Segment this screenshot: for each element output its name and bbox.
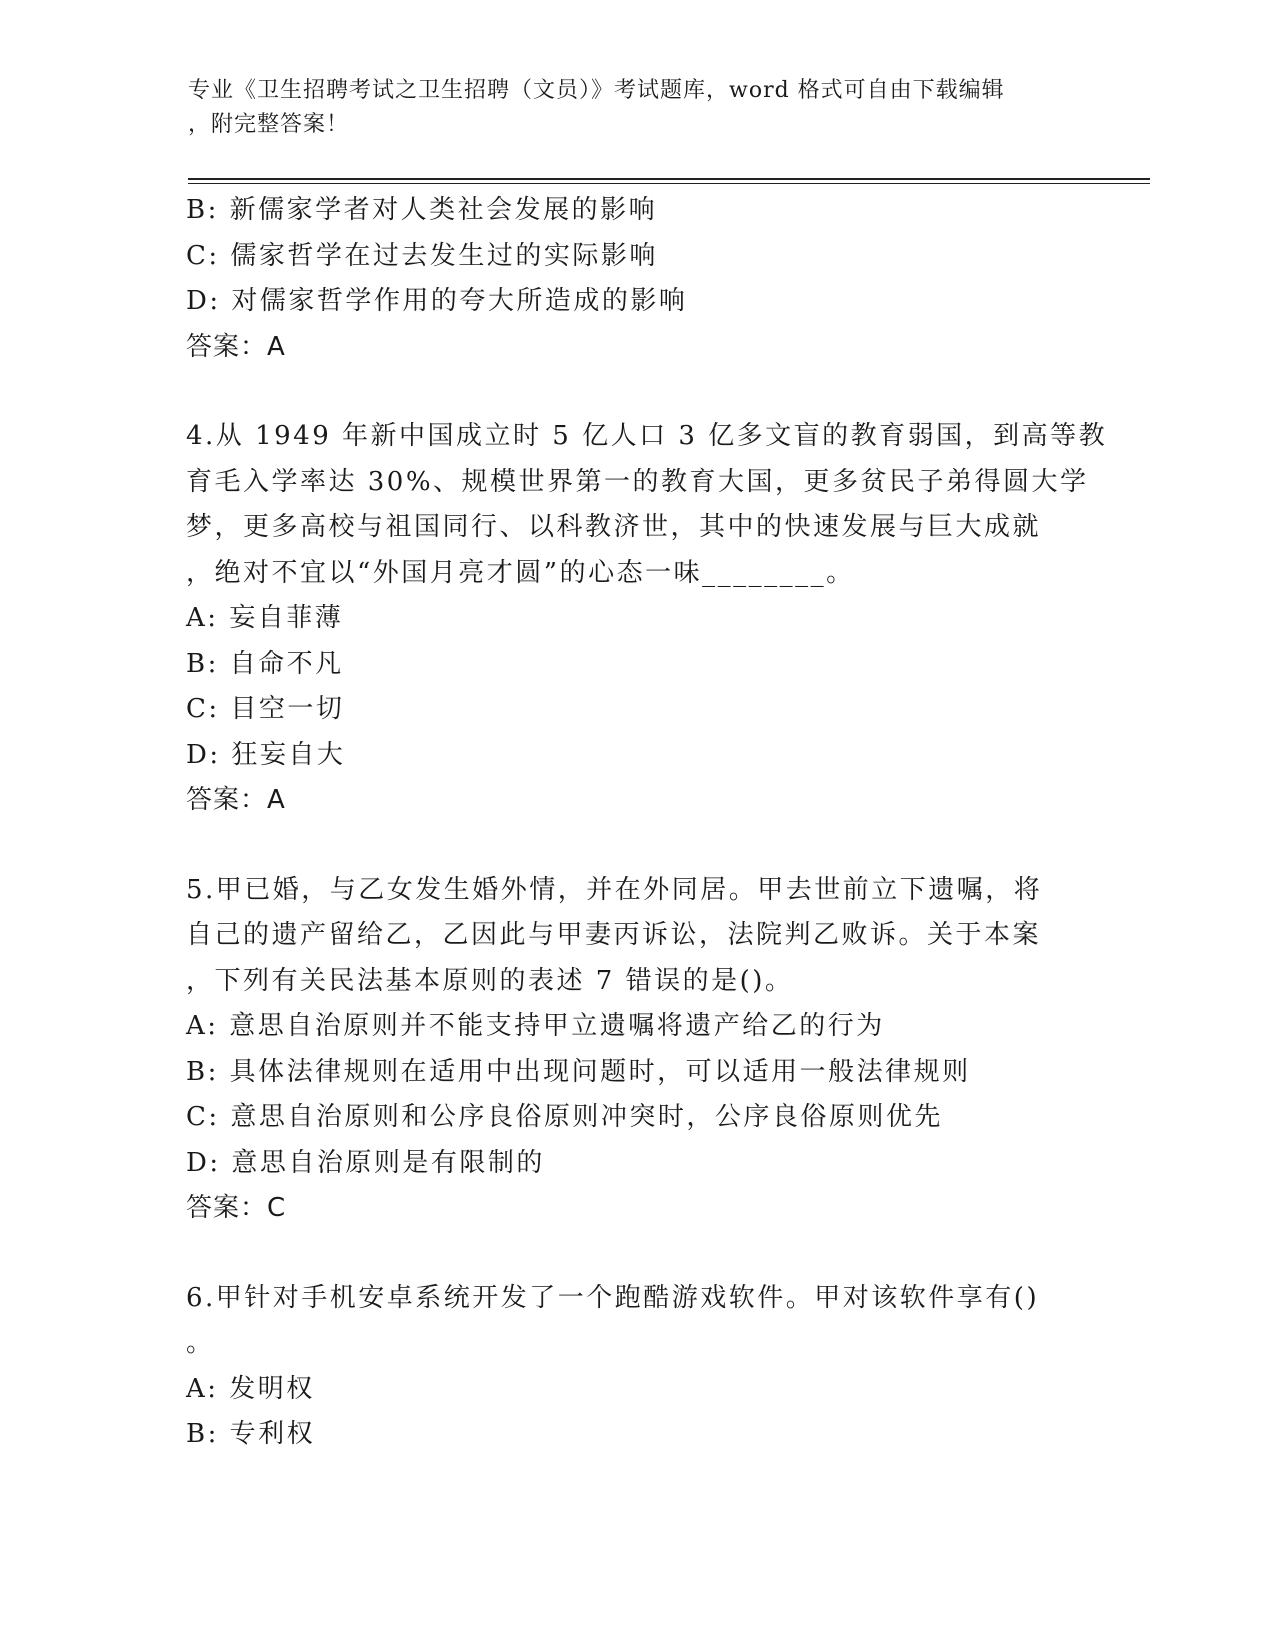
option-b: B: 自命不凡 xyxy=(186,648,344,679)
option-a: A: 发明权 xyxy=(186,1373,315,1404)
header-line-1: 专业《卫生招聘考试之卫生招聘（文员）》考试题库，word 格式可自由下载编辑 xyxy=(188,78,1005,103)
question-stem-line: 。 xyxy=(186,1328,215,1358)
option-b: B: 具体法律规则在适用中出现问题时，可以适用一般法律规则 xyxy=(186,1056,971,1087)
option-c: C: 儒家哲学在过去发生过的实际影响 xyxy=(186,240,658,271)
option-b: B: 专利权 xyxy=(186,1419,316,1449)
option-d: D: 狂妄自大 xyxy=(186,739,346,770)
question-5 xyxy=(186,868,1086,1232)
option-d: D: 对儒家哲学作用的夸大所造成的影响 xyxy=(186,286,688,316)
question-3-tail xyxy=(186,188,1086,370)
question-stem-line: 梦，更多高校与祖国同行、以科教济世，其中的快速发展与巨大成就 xyxy=(186,512,1042,542)
answer: 答案：A xyxy=(186,785,286,815)
question-stem-line: ，绝对不宜以“外国月亮才圆”的心态一味________。 xyxy=(186,557,855,588)
question-6 xyxy=(186,1276,1086,1458)
header-divider-thin xyxy=(188,183,1150,184)
answer: 答案：A xyxy=(186,331,286,362)
question-stem-line: 4.从 1949 年新中国成立时 5 亿人口 3 亿多文盲的教育弱国，到高等教 xyxy=(186,421,1108,451)
option-d: D: 意思自治原则是有限制的 xyxy=(186,1147,545,1178)
option-c: C: 目空一切 xyxy=(186,694,345,724)
option-b: B: 新儒家学者对人类社会发展的影响 xyxy=(186,195,658,225)
question-list xyxy=(186,188,1108,1458)
answer: 答案：C xyxy=(186,1193,287,1223)
option-a: A: 意思自治原则并不能支持甲立遗嘱将遗产给乙的行为 xyxy=(186,1011,885,1041)
header-divider-thick xyxy=(188,178,1150,180)
option-a: A: 妄自菲薄 xyxy=(186,603,344,633)
document-header xyxy=(188,74,1068,142)
header-line-2: ，附完整答案！ xyxy=(188,112,350,137)
question-stem-line: 自己的遗产留给乙，乙因此与甲妻丙诉讼，法院判乙败诉。关于本案 xyxy=(186,920,1042,950)
question-stem-line: ，下列有关民法基本原则的表述 7 错误的是()。 xyxy=(186,965,794,996)
question-stem-line: 6.甲针对手机安卓系统开发了一个跑酷游戏软件。甲对该软件享有() xyxy=(186,1282,1040,1313)
question-4 xyxy=(186,414,1108,824)
option-c: C: 意思自治原则和公序良俗原则冲突时，公序良俗原则优先 xyxy=(186,1102,943,1132)
question-stem-line: 育毛入学率达 30%、规模世界第一的教育大国，更多贫民子弟得圆大学 xyxy=(186,466,1089,497)
question-stem-line: 5.甲已婚，与乙女发生婚外情，并在外同居。甲去世前立下遗嘱，将 xyxy=(186,874,1043,905)
